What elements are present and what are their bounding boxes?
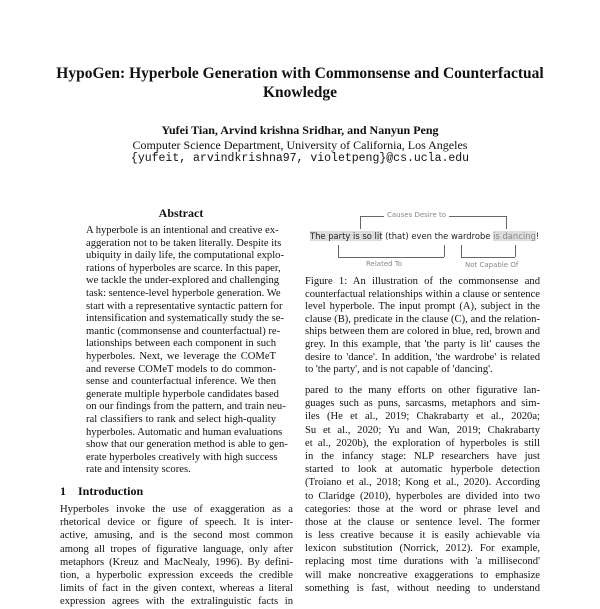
- text-line: pared to the many efforts on other figurative lan-: [305, 385, 540, 396]
- section-title: Introduction: [78, 484, 144, 498]
- text-line: to Claridge (2010), hyperboles are divided into two: [305, 490, 540, 502]
- label-related-to: Related To: [366, 260, 403, 268]
- text-line: desire to 'dance'. In addition, 'the wardrobe' is related: [305, 351, 540, 363]
- text-line: Figure 1: An illustration of the commonsense and: [305, 276, 540, 287]
- prompt-span: The party is so lit: [310, 231, 383, 241]
- text-line: something is fast, without needing to understand: [305, 582, 540, 594]
- text-line: et al., 2020b), the exploration of hyperboles is still: [305, 437, 540, 449]
- connector-span: (that): [382, 231, 412, 241]
- text-line: categories: those at the word or phrase level and: [305, 503, 540, 515]
- punct: !: [535, 231, 540, 241]
- text-line: among all tropes of figurative language, only after: [60, 543, 293, 555]
- section-number: 1: [60, 484, 66, 498]
- text-line: mantic (commonsense and counterfactual) re-: [86, 325, 281, 337]
- text-line: rate and intensity scores.: [86, 464, 191, 476]
- text-line: erate hyperboles creatively with high success: [86, 451, 278, 463]
- text-line: lexicon substitution (Norrick, 2012). For example,: [305, 543, 540, 555]
- right-column-body: [305, 384, 540, 595]
- abstract-heading: Abstract: [158, 206, 204, 220]
- text-line: tion, a hyperbolic expression exceeds the credible: [60, 569, 293, 581]
- text-line: hyperboles. Next, we leverage the COMeT: [86, 350, 276, 362]
- text-line: level hyperbole. The input prompt (A), subject in the: [305, 301, 540, 313]
- text-line: expression agrees with the extralinguistic facts in: [60, 596, 293, 608]
- text-line: sense and counterfactual inference. We then: [86, 376, 276, 388]
- text-line: task: sentence-level hyperbole generation. We: [86, 287, 281, 299]
- figure-caption: [305, 276, 540, 377]
- text-line: aggeration not to be taken literally. Despite its: [86, 237, 282, 249]
- text-line: started to look at automatic hyperbole detection: [305, 464, 540, 476]
- text-line: show that our generation method is able to gen-: [86, 439, 288, 451]
- subject-span: even the wardrobe: [411, 231, 491, 241]
- text-line: ships between them are colored in blue, red, brown and: [305, 326, 540, 338]
- text-line: counterfactual relationships within a clause or sentence: [305, 288, 540, 300]
- email: {yufeit, arvindkrishna97, violetpeng}@cs.ucla.edu: [130, 152, 470, 165]
- text-line: lationships between each component in such: [86, 338, 276, 350]
- text-line: A hyperbole is an intentional and creative ex-: [86, 225, 279, 236]
- text-line: Su et al., 2020; Yu and Wan, 2019; Chakrabarty: [305, 424, 540, 436]
- text-line: ral classifiers to rank and select high-quality: [86, 413, 276, 425]
- text-line: rations of hyperboles are scarce. In this paper,: [86, 262, 281, 274]
- text-line: (Troiano et al., 2018; Kong et al., 2020). According: [305, 477, 540, 489]
- text-line: grey. In this example, that 'the party is lit' causes the: [305, 338, 540, 350]
- text-line: ubiquity in daily life, the computational explo-: [86, 250, 285, 262]
- text-line: clause (B), predicate in the clause (C), and the relation-: [305, 313, 540, 325]
- text-line: start with a representative syntactic pattern for: [86, 300, 283, 312]
- text-line: on our findings from the pattern, and train neu-: [86, 401, 286, 413]
- text-line: to 'the party', and is not capable of 'dancing'.: [305, 364, 493, 376]
- text-line: intensification and systematically study the se-: [86, 313, 284, 325]
- text-line: Hyperboles invoke the use of exaggeration as a: [60, 504, 293, 515]
- affiliation: Computer Science Department, University of California, Los Angeles: [132, 138, 468, 152]
- title-line: Knowledge: [262, 84, 338, 101]
- predicate-span: is dancing: [493, 231, 536, 241]
- text-line: will make noncreative exaggerations to emphasize: [305, 569, 540, 581]
- example-sentence: [310, 231, 539, 241]
- title-line: HypoGen: Hyperbole Generation with Commonsense and Counterfactual: [56, 65, 544, 82]
- label-causes-desire: Causes Desire to: [384, 211, 449, 219]
- text-line: rhetorical device or figure of speech. It is inter-: [60, 517, 293, 529]
- text-line: we tackle the under-explored and challenging: [86, 275, 280, 287]
- intro-heading: [60, 484, 143, 499]
- text-line: replacing most time durations with 'a millisecond': [305, 556, 540, 568]
- text-line: guages such as puns, sarcasms, metaphors and sim-: [305, 398, 540, 410]
- text-line: active, amusing, and is the second most common: [60, 530, 293, 542]
- text-line: those at the clause or sentence level. The former: [305, 516, 540, 528]
- text-line: iles (He et al., 2019; Chakrabarty et al., 2020a;: [305, 411, 540, 423]
- text-line: and reverse COMeT models to do common-: [86, 363, 276, 375]
- label-not-capable: Not Capable Of: [465, 261, 519, 269]
- authors: Yufei Tian, Arvind krishna Sridhar, and Nanyun Peng: [161, 123, 439, 137]
- text-line: hyperboles. Automatic and human evaluations: [86, 426, 283, 438]
- text-line: metaphors (Kreuz and MacNealy, 1996). By defini-: [60, 556, 293, 568]
- text-line: in the infancy stage: NLP researchers have just: [305, 450, 540, 462]
- text-line: generate multiple hyperbole candidates based: [86, 388, 279, 400]
- text-line: limits of fact in the given context, whereas a literal: [60, 583, 293, 595]
- figure-1: [300, 200, 600, 275]
- paper-title: [40, 64, 560, 102]
- intro-body: [60, 503, 293, 609]
- text-line: is less creative because it is easily achievable via: [305, 530, 540, 542]
- abstract-body: [86, 225, 288, 477]
